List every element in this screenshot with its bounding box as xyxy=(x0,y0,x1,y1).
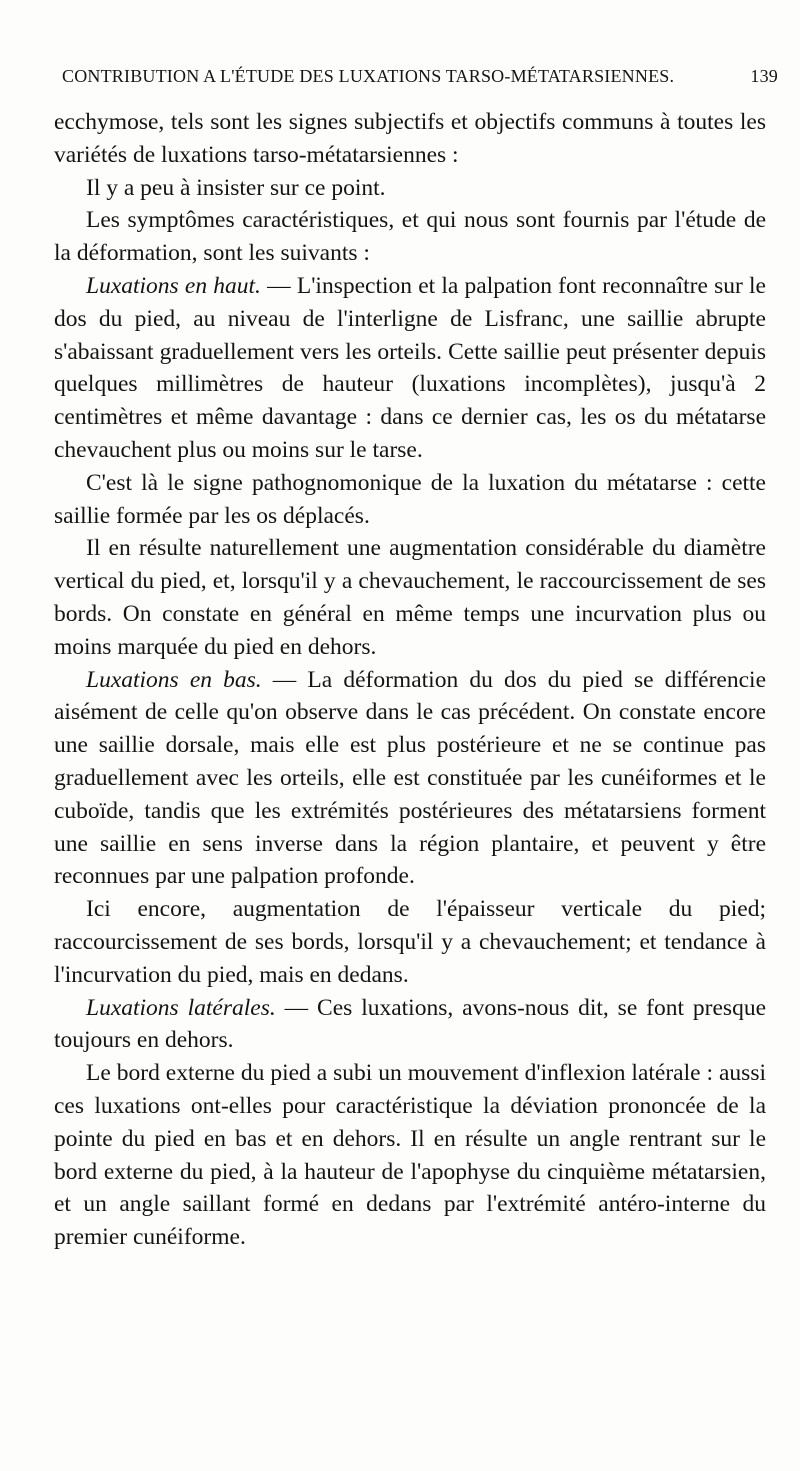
paragraph-10: Le bord externe du pied a subi un mouvement d'inflexion latérale : aussi ces luxations ont-elles pour caractéristique la déviation prononcée de la pointe du pied en bas et en dehors. Il en résulte un angle rentrant sur le bord externe du pied, à la hauteur de l'apophyse du cinquième métatarsien, et un angle saillant formé en dedans par l'extrémité antéro-interne du premier cunéiforme. xyxy=(54,1060,766,1251)
page-number: 139 xyxy=(750,66,778,86)
running-header xyxy=(62,66,778,87)
paragraph-5: C'est là le signe pathognomonique de la luxation du métatarse : cette saillie formée par les os déplacés. xyxy=(54,469,766,529)
paragraph-1: ecchymose, tels sont les signes subjectifs et objectifs communs à toutes les variétés de luxations tarso-métatarsiennes : xyxy=(54,109,766,168)
paragraph-8: Ici encore, augmentation de l'épaisseur verticale du pied; raccourcissement de ses bords, lorsqu'il y a chevauchement; et tendance à l'incurvation du pied, mais en dedans. xyxy=(54,896,766,988)
paragraph-3: Les symptômes caractéristiques, et qui nous sont fournis par l'étude de la déformation, sont les suivants : xyxy=(54,207,766,267)
paragraph-2: Il y a peu à insister sur ce point. xyxy=(86,174,386,201)
running-title: CONTRIBUTION A L'ÉTUDE DES LUXATIONS TARSO-MÉTATARSIENNES. xyxy=(62,66,675,86)
section-luxations-en-haut: Luxations en haut. — L'inspection et la palpation font reconnaître sur le dos du pied, au niveau de l'interligne de Lisfranc, une saillie abrupte s'abaissant graduellement vers les orteils. Cette saillie peut présenter depuis quelques millimètres de hauteur (luxations incomplètes), jusqu'à 2 centimètres et même davantage : dans ce dernier cas, les os du métatarse chevauchent plus ou moins sur le tarse. xyxy=(54,272,766,463)
page-body xyxy=(54,106,766,1254)
section-heading: Luxations en haut. xyxy=(86,272,261,299)
section-luxations-en-bas: Luxations en bas. — La déformation du dos du pied se différencie aisément de celle qu'on observe dans le cas précédent. On constate encore une saillie dorsale, mais elle est plus postérieure et ne se continue pas graduellement avec les orteils, elle est constituée par les cunéiformes et le cuboïde, tandis que les extrémités postérieures des métatarsiens forment une saillie en sens inverse dans la région plantaire, et peuvent y être reconnues par une palpation profonde. xyxy=(54,666,766,890)
section-heading: Luxations latérales. xyxy=(86,994,276,1021)
paragraph-6: Il en résulte naturellement une augmentation considérable du diamètre vertical du pied, et, lorsqu'il y a chevauchement, le raccourcissement de ses bords. On constate en général en même temps une incurvation plus ou moins marquée du pied en dehors. xyxy=(54,535,766,660)
section-luxations-laterales: Luxations latérales. — Ces luxations, avons-nous dit, se font presque toujours en dehors. xyxy=(54,994,767,1054)
section-heading: Luxations en bas. xyxy=(86,666,262,693)
